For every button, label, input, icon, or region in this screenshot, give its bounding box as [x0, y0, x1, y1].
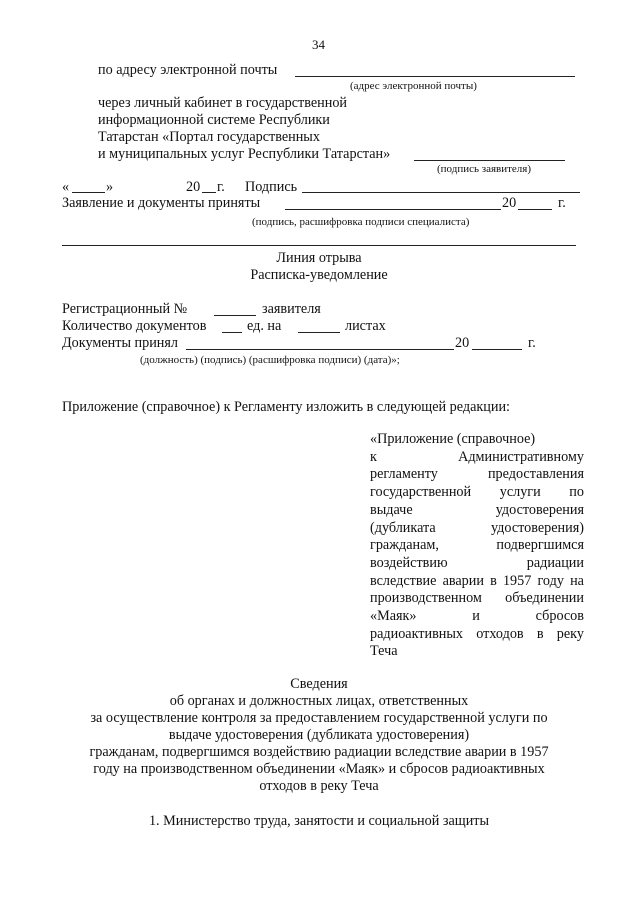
year-underline: [202, 192, 216, 193]
page-number: 34: [312, 37, 325, 52]
appendix-line: [370, 573, 584, 591]
tear-separator: [62, 245, 576, 246]
info-heading-title: Сведения: [290, 676, 348, 692]
applicant-signature-caption: (подпись заявителя): [437, 163, 532, 175]
receipt-count-suffix: листах: [345, 318, 386, 334]
appendix-word: в: [536, 625, 544, 642]
appendix-line: [370, 431, 584, 449]
appendix-word: Теча: [370, 643, 398, 660]
receipt-accepted-label: Документы принял: [62, 335, 178, 351]
appendix-line: [370, 626, 584, 644]
appendix-word: выдаче: [370, 501, 413, 518]
date-signature-underline: [302, 192, 580, 193]
accepted-year-suffix: г.: [558, 195, 566, 211]
receipt-year: 20: [455, 335, 470, 351]
appendix-word: в: [490, 572, 497, 589]
sheets-underline: [298, 332, 340, 333]
applicant-signature-underline: [414, 160, 565, 161]
appendix-word: 1957: [502, 572, 532, 589]
date-year: 20: [186, 179, 201, 195]
info-heading-line-4: гражданам, подвергшимся воздействию радиации вследствие аварии в 1957: [89, 744, 549, 760]
appendix-word: удостоверения: [495, 501, 584, 518]
receipt-year-underline: [472, 349, 522, 350]
date-year-suffix: г.: [217, 179, 225, 195]
receipt-reg-label: Регистрационный №: [62, 301, 188, 317]
info-heading-line-3: выдаче удостоверения (дубликата удостоверения): [168, 727, 470, 743]
accepted-signature-underline: [285, 209, 501, 210]
date-close-quote: »: [106, 179, 114, 195]
appendix-word: аварии: [442, 572, 484, 589]
appendix-line: [370, 608, 584, 626]
appendix-word: радиоактивных: [370, 625, 464, 642]
appendix-word: к: [370, 448, 377, 465]
appendix-word: (дубликата: [370, 519, 436, 536]
appendix-word: «Маяк»: [370, 608, 417, 625]
appendix-word: и: [472, 608, 480, 625]
date-signature-label: Подпись: [245, 179, 298, 195]
appendix-word: отходов: [476, 625, 524, 642]
count-underline: [222, 332, 242, 333]
info-heading-line-1: об органах и должностных лицах, ответственных: [169, 693, 469, 709]
appendix-line: [370, 449, 584, 467]
receipt-title: Расписка-уведомление: [250, 267, 388, 283]
appendix-word: по: [569, 484, 584, 501]
appendix-line: [370, 555, 584, 573]
appendix-line: [370, 466, 584, 484]
appendix-word: удостоверения): [490, 519, 584, 536]
date-open-quote: «: [62, 179, 70, 195]
appendix-word: воздействию: [370, 554, 448, 571]
receipt-caption: (должность) (подпись) (расшифровка подписи) (дата)»;: [140, 354, 400, 366]
appendix-line: [370, 537, 584, 555]
cabinet-line-1: через личный кабинет в государственной: [98, 95, 348, 111]
receipt-year-suffix: г.: [528, 335, 536, 351]
appendix-line: [370, 484, 584, 502]
appendix-word: услуги: [499, 484, 541, 501]
email-label: по адресу электронной почты: [98, 62, 278, 78]
accepted-year-underline: [518, 209, 552, 210]
appendix-word: сбросов: [535, 608, 584, 625]
cabinet-line-4: и муниципальных услуг Республики Татарстан»: [98, 146, 391, 162]
appendix-line: [370, 520, 584, 538]
cabinet-line-3: Татарстан «Портал государственных: [98, 129, 320, 145]
accepted-caption: (подпись, расшифровка подписи специалиста): [252, 216, 470, 228]
day-underline: [72, 192, 105, 193]
receipt-count-units: ед. на: [247, 318, 282, 334]
appendix-word: «Приложение (справочное): [370, 431, 536, 447]
appendix-word: вследствие: [370, 572, 437, 589]
appendix-block: [370, 431, 584, 661]
appendix-line: [370, 643, 584, 661]
appendix-word: государственной: [370, 484, 472, 501]
email-caption: (адрес электронной почты): [350, 80, 477, 92]
accepted-year: 20: [502, 195, 517, 211]
info-heading-line-2: за осуществление контроля за предоставлением государственной услуги по: [90, 710, 548, 726]
info-heading-line-6: отходов в реку Теча: [259, 778, 379, 794]
receipt-accepted-underline: [186, 349, 454, 350]
appendix-word: году: [537, 572, 564, 589]
appendix-word: реку: [556, 625, 584, 642]
appendix-word: предоставления: [487, 466, 584, 483]
appendix-word: радиации: [526, 554, 584, 571]
appendix-word: гражданам,: [370, 537, 439, 554]
info-heading-line-5: году на производственном объединении «Маяк» и сбросов радиоактивных: [93, 761, 545, 777]
tear-line-label: Линия отрыва: [276, 250, 362, 266]
appendix-word: производственном: [370, 590, 482, 607]
receipt-count-label: Количество документов: [62, 318, 207, 334]
appendix-line: [370, 590, 584, 608]
email-underline: [295, 76, 575, 77]
appendix-word: регламенту: [370, 466, 438, 483]
section-1-heading: 1. Министерство труда, занятости и социальной защиты: [148, 813, 490, 829]
appendix-word: на: [570, 572, 584, 589]
reg-number-underline: [214, 315, 256, 316]
receipt-reg-suffix: заявителя: [262, 301, 321, 317]
appendix-word: подвергшимся: [496, 537, 584, 554]
accepted-label: Заявление и документы приняты: [62, 195, 261, 211]
appendix-word: Административному: [458, 448, 584, 465]
appendix-line: [370, 502, 584, 520]
amendment-text: Приложение (справочное) к Регламенту изложить в следующей редакции:: [62, 399, 510, 415]
cabinet-line-2: информационной системе Республики: [98, 112, 330, 128]
appendix-word: объединении: [505, 590, 584, 607]
